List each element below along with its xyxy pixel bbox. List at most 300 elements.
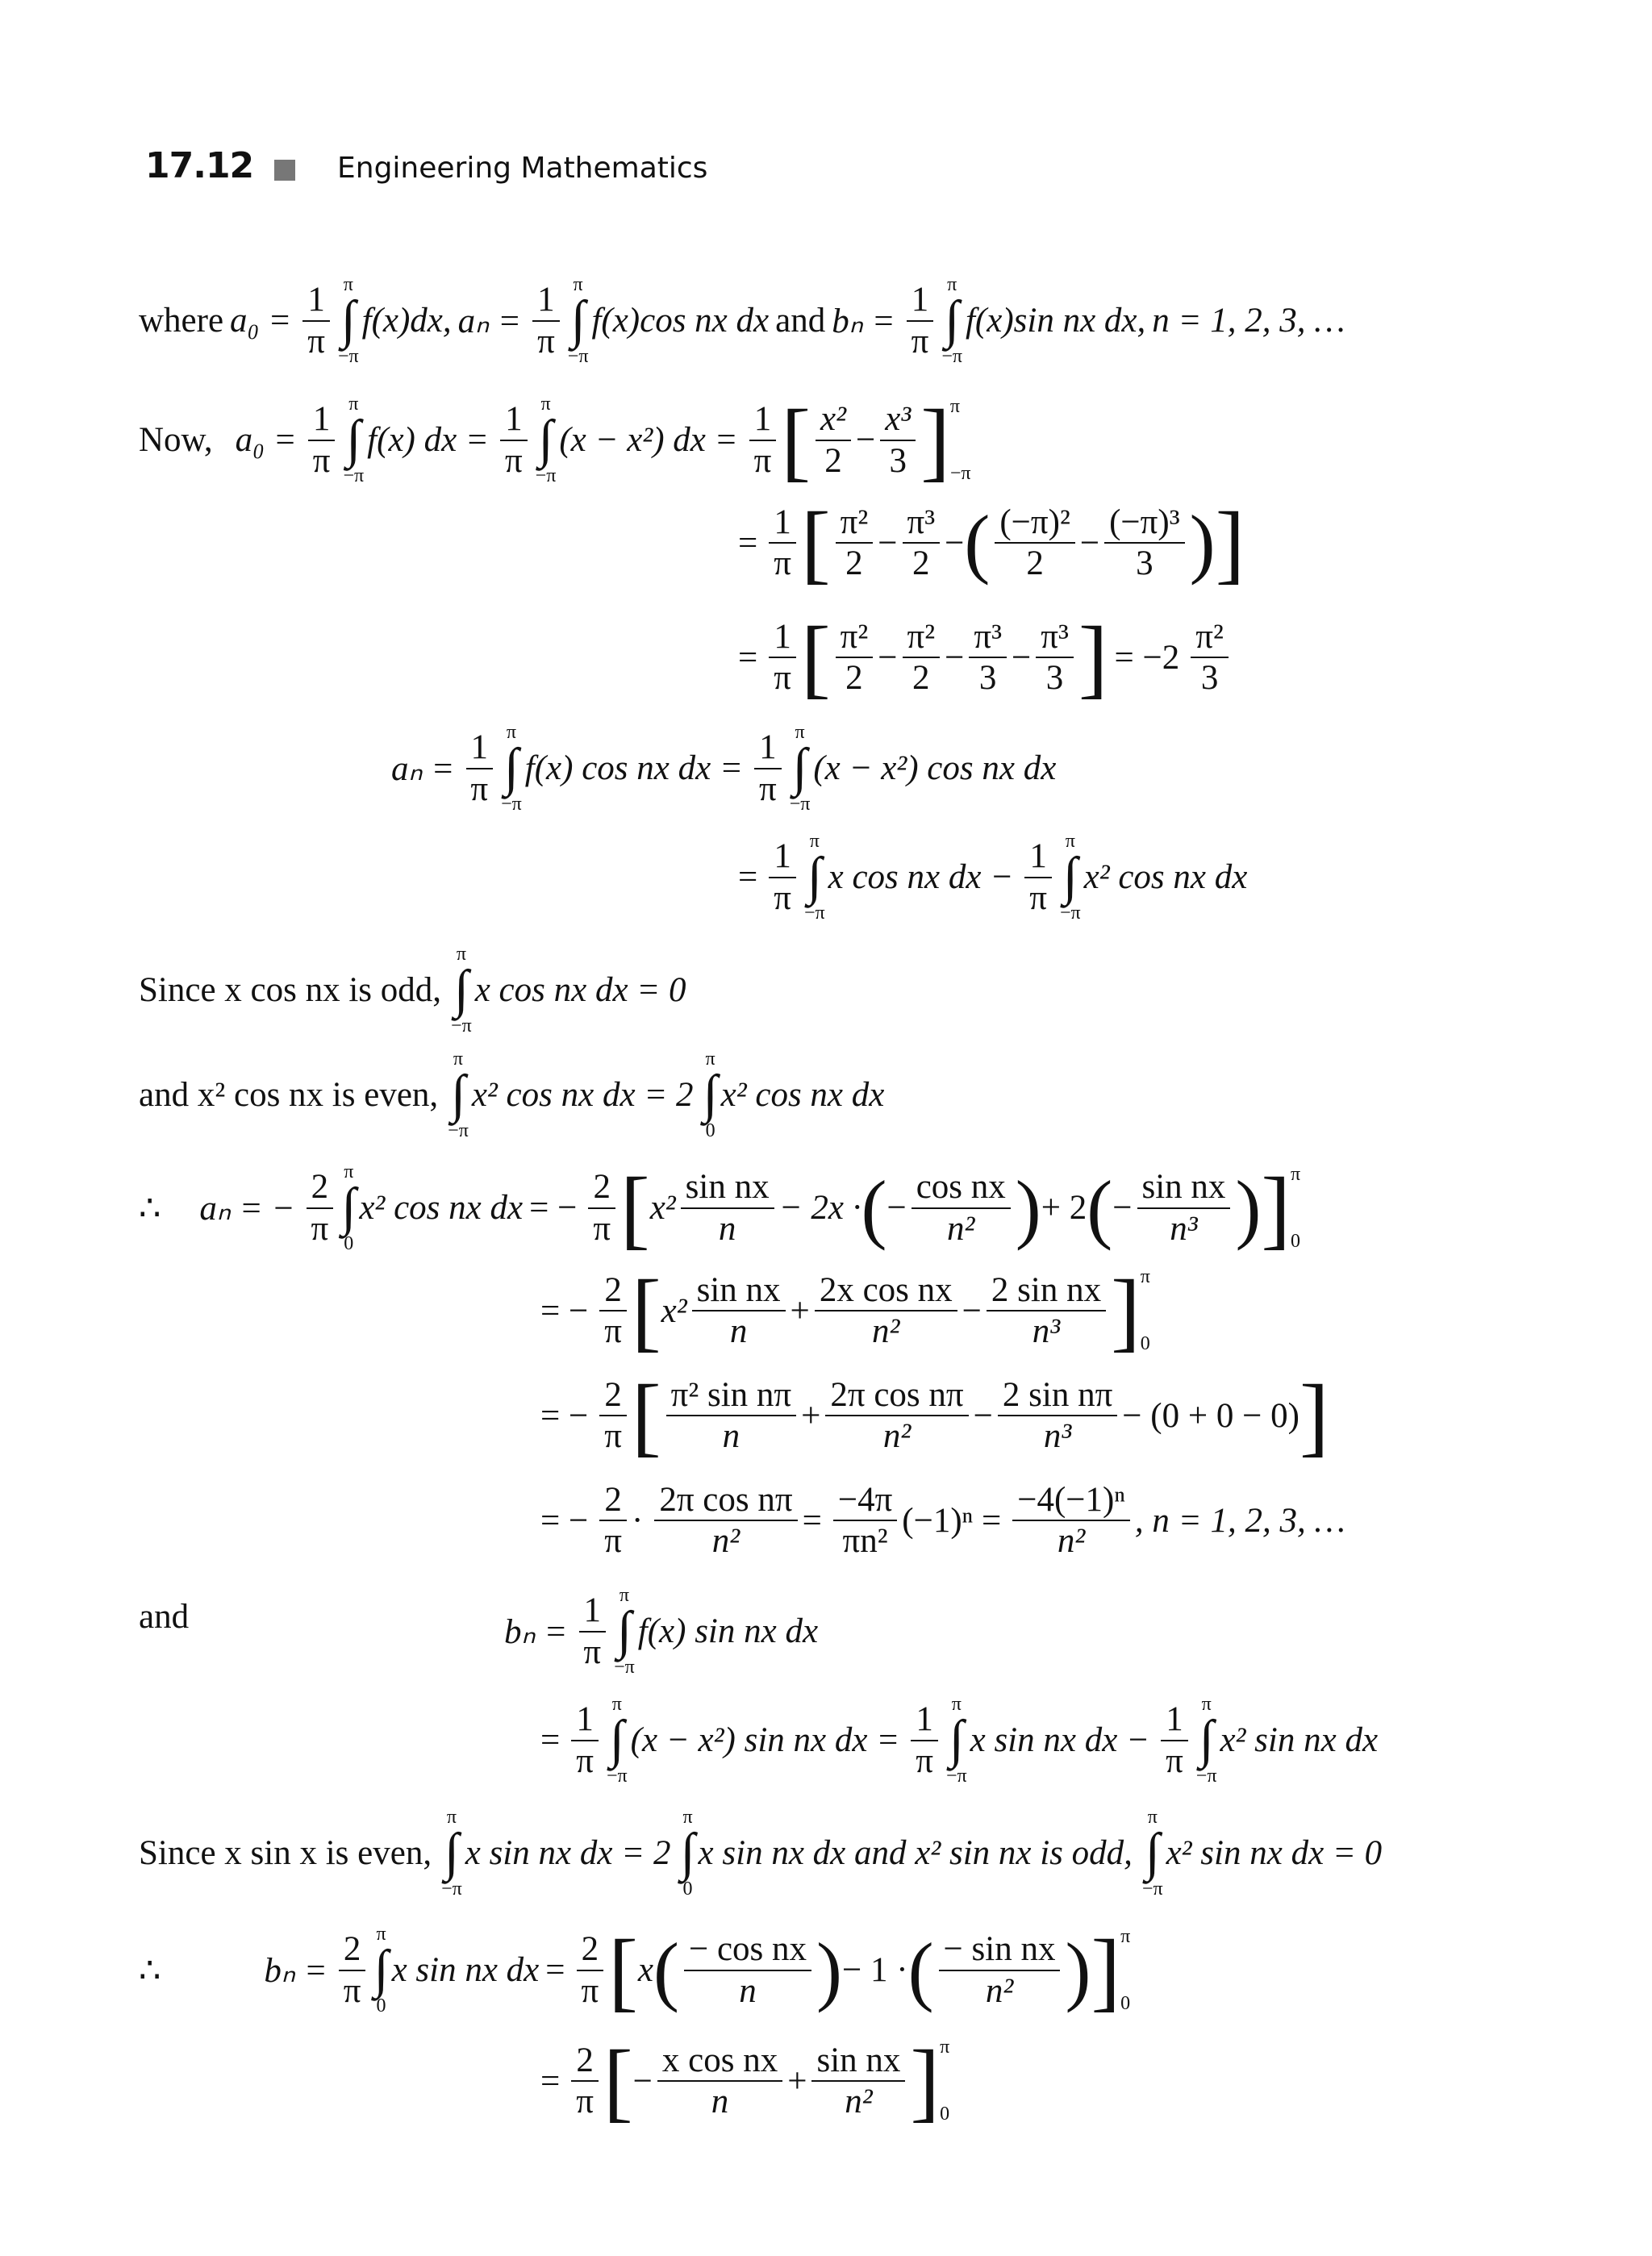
lower-limit: −π — [337, 346, 359, 368]
integrand: x cos nx dx − — [828, 858, 1014, 897]
numerator: 2 — [588, 1167, 615, 1208]
plus-sign: + — [790, 1291, 810, 1330]
numerator: 1 — [571, 1699, 599, 1741]
fraction — [1036, 617, 1074, 698]
integral-sign: π ∫ −π — [1195, 1694, 1217, 1787]
denominator: n² — [947, 1209, 975, 1248]
bn-step-2 — [540, 2032, 956, 2130]
an-step-2 — [738, 831, 1254, 924]
integral-sign: π ∫ −π — [941, 274, 962, 368]
denominator: π — [537, 322, 555, 361]
numerator: − cos nx — [684, 1929, 811, 1970]
denominator: n² — [882, 1417, 912, 1455]
integral-sign: π ∫ −π — [337, 274, 359, 368]
denominator: 3 — [1136, 544, 1153, 582]
equals-sign: = — [545, 1951, 565, 1990]
minus-sign: − — [878, 638, 898, 677]
and-text: and — [775, 302, 826, 340]
denominator: n³ — [1032, 1312, 1061, 1350]
numerator: (−π)² — [995, 502, 1075, 544]
numerator: 1 — [579, 1591, 607, 1632]
upper-limit: π — [1065, 831, 1075, 852]
lower-limit: −π — [1059, 903, 1081, 924]
minus-sign: − — [878, 523, 898, 562]
denominator: π — [504, 441, 523, 480]
upper-limit: π — [682, 1807, 693, 1828]
term: (−1)ⁿ = — [902, 1501, 1002, 1540]
denominator: n² — [845, 2083, 873, 2120]
fraction — [599, 1375, 627, 1457]
a0-line — [139, 390, 978, 490]
term: + 2 — [1041, 1189, 1087, 1228]
fraction — [308, 399, 336, 481]
bracket-group: [ $\frac{\text{π² sin nπ}}{n}$ + $\frac{\text{2π cos nπ}}{\text{n²}}$ − $\frac{\text{2 sin nπ}}{\text{n³}}$ − (0 + 0 − 0) ] — [631, 1366, 1329, 1465]
lower-limit: −π — [448, 1120, 469, 1142]
minus-sign: − — [945, 523, 965, 562]
integral-sign: π ∫ −π — [1059, 831, 1081, 924]
header-square-icon — [274, 160, 295, 181]
integral-sign: π ∫ 0 — [341, 1161, 357, 1255]
upper-limit: π — [506, 722, 517, 743]
upper-limit: π — [348, 394, 359, 415]
fraction — [998, 1375, 1117, 1457]
numerator: π² — [836, 502, 874, 544]
integrand: f(x) sin nx dx — [637, 1612, 819, 1651]
denominator: n — [739, 1971, 757, 2010]
denominator: π — [1166, 1741, 1183, 1780]
upper-limit: π — [611, 1694, 622, 1715]
fraction — [599, 1270, 627, 1352]
denominator: n² — [872, 1312, 900, 1350]
upper-limit: π — [344, 1161, 354, 1182]
minus-sign: − — [856, 421, 876, 460]
numerator: 1 — [532, 280, 560, 321]
denominator: π — [758, 769, 777, 808]
fraction — [815, 1270, 957, 1352]
numerator: sin nx — [681, 1167, 774, 1208]
numerator: 2x cos nx — [815, 1270, 957, 1311]
equals-sign: = − — [540, 1396, 589, 1435]
plus-sign: + — [801, 1396, 821, 1435]
lead-text: Since x sin x is even, — [139, 1834, 432, 1873]
upper-limit: π — [1120, 1925, 1131, 1947]
a0-label: a₀ = — [230, 302, 292, 340]
numerator: 1 — [769, 836, 796, 878]
fraction — [880, 399, 916, 481]
bn-label: bₙ = — [264, 1951, 327, 1990]
numerator: 1 — [911, 1699, 938, 1741]
integral-sign: π ∫ −π — [1141, 1807, 1163, 1900]
denominator: π — [1029, 878, 1047, 917]
lower-limit: −π — [789, 794, 811, 815]
numerator: 1 — [302, 280, 330, 321]
lower-limit: −π — [1141, 1879, 1163, 1900]
integral-sign: π ∫ −π — [614, 1585, 635, 1678]
integrand: x² sin nx dx — [1220, 1721, 1379, 1760]
fraction — [749, 399, 777, 481]
minus-sign: − — [1112, 1189, 1133, 1228]
numerator: π³ — [969, 617, 1007, 658]
upper-limit: π — [573, 274, 583, 295]
denominator: 3 — [1200, 659, 1219, 697]
fraction — [666, 1375, 797, 1457]
minus-sign: − — [962, 1291, 982, 1330]
denominator: 3 — [1045, 659, 1064, 697]
fraction — [816, 399, 851, 481]
integrand: x² cos nx dx = 2 — [471, 1076, 694, 1115]
fraction — [825, 1375, 968, 1457]
integral-sign: π ∫ −π — [448, 1049, 469, 1142]
lower-limit: −π — [949, 462, 971, 484]
denominator: n — [722, 1417, 740, 1455]
fraction — [578, 1591, 606, 1672]
denominator: π — [581, 1971, 599, 2010]
denominator: π — [583, 1633, 602, 1671]
plus-sign: + — [787, 2062, 807, 2100]
fraction — [769, 617, 796, 698]
denominator: π — [774, 878, 791, 917]
n-range: n = 1, 2, 3, … — [1152, 302, 1345, 340]
an-label: aₙ = — [457, 302, 522, 340]
term: x² — [661, 1291, 687, 1330]
fraction — [307, 1167, 334, 1249]
minus-sign: − — [1079, 523, 1100, 562]
an-label: aₙ = — [391, 749, 455, 788]
definition-line — [139, 274, 1352, 367]
denominator: π — [307, 322, 325, 361]
equals-sign: = — [540, 2062, 561, 2100]
denominator: n² — [711, 1522, 740, 1561]
integrand: x cos nx dx = 0 — [474, 971, 686, 1010]
numerator: (−π)³ — [1104, 502, 1185, 544]
denominator: π — [311, 1209, 329, 1248]
numerator: 1 — [907, 280, 934, 321]
equals-sign: = — [802, 1501, 822, 1540]
fraction — [684, 1929, 811, 2011]
fraction — [657, 2041, 782, 2122]
bracket-group: [ x² $\frac{\text{sin nx}}{n}$ + $\frac{\text{2x cos nx}}{\text{n²}}$ − $\frac{\text{2 sin nx}}{\text{n³}}$ ] π 0 — [631, 1261, 1150, 1360]
fraction — [836, 617, 874, 698]
bracket-group: [ $\frac{\text{π²}}{2}$ − $\frac{\text{π²}}{2}$ − $\frac{\text{π³}}{3}$ − $\frac{\text{π³}}{3}$ ] — [800, 608, 1108, 707]
numerator: π² — [1191, 617, 1229, 658]
term: − 1 · — [842, 1951, 908, 1990]
bracket-group: [ x ( $\frac{\text{− cos nx}}{n}$ ) − 1 · ( $\frac{\text{− sin nx}}{\text{n²}}$ ) ] π 0 — [608, 1920, 1131, 2020]
minus-sign: − — [973, 1396, 993, 1435]
lower-limit: −π — [451, 1015, 472, 1037]
lower-limit: −π — [945, 1766, 967, 1787]
integral-sign: π ∫ −π — [441, 1807, 462, 1900]
numerator: 1 — [308, 399, 336, 440]
numerator: − sin nx — [939, 1929, 1061, 1970]
upper-limit: π — [446, 1807, 457, 1828]
upper-limit: π — [809, 831, 820, 852]
upper-limit: π — [1291, 1163, 1301, 1185]
a0-step-2 — [738, 494, 1251, 592]
bracket-group: [ $\frac{\text{x²}}{2}$ − $\frac{\text{x³}}{3}$ ] π −π — [781, 390, 971, 490]
an-integration — [139, 1158, 1307, 1257]
fraction — [571, 2041, 599, 2122]
fraction — [571, 1699, 599, 1781]
fraction — [1012, 1480, 1130, 1562]
bn-line — [504, 1585, 824, 1678]
upper-limit: π — [949, 395, 961, 417]
lower-limit: −π — [614, 1657, 635, 1678]
denominator: 2 — [845, 544, 863, 582]
term: − 2x · — [778, 1189, 861, 1228]
fraction — [969, 617, 1007, 698]
denominator: 3 — [978, 659, 997, 697]
numerator: π³ — [903, 502, 941, 544]
denominator: πn² — [842, 1522, 888, 1561]
denominator: π — [774, 544, 791, 582]
numerator: 2 — [307, 1167, 334, 1208]
fraction — [907, 280, 934, 361]
denominator: π — [593, 1209, 611, 1248]
numerator: sin nx — [811, 2041, 905, 2082]
bracket-group: [ x² $\frac{\text{sin nx}}{n}$ − 2x · ( − $\frac{\text{cos nx}}{\text{n²}}$ ) + 2 ( − $\frac{\text{sin nx}}{\text{n³}}$ ) ] π 0 — [620, 1158, 1301, 1257]
equals-sign: = − — [540, 1501, 589, 1540]
minus-sign: − — [886, 1189, 907, 1228]
even-odd-statement — [139, 1807, 1388, 1899]
bracket-group: [ − $\frac{\text{x cos nx}}{n}$ + $\frac{\text{sin nx}}{\text{n²}}$ ] π 0 — [603, 2032, 950, 2130]
denominator: π — [312, 441, 331, 480]
numerator: 2 — [599, 1270, 627, 1311]
denominator: n — [729, 1312, 748, 1350]
fraction — [532, 280, 560, 361]
integral-sign: π ∫ 0 — [373, 1924, 389, 2017]
lead-text: Since x cos nx is odd, — [139, 971, 442, 1010]
numerator: sin nx — [692, 1270, 786, 1311]
fraction — [811, 2041, 905, 2122]
lead-text: and x² cos nx is even, — [139, 1076, 439, 1115]
minus-sign: − — [945, 638, 965, 677]
numerator: 2 — [599, 1480, 627, 1521]
lower-limit: −π — [535, 465, 557, 487]
fraction — [654, 1480, 797, 1562]
bn-line-lead — [139, 1597, 195, 1637]
lower-limit: 0 — [376, 1995, 386, 2017]
denominator: π — [911, 322, 929, 361]
an-step-3 — [540, 1366, 1336, 1465]
numerator: x² — [816, 399, 851, 440]
an-step-2b — [540, 1261, 1157, 1360]
fraction — [692, 1270, 786, 1352]
fraction — [1137, 1167, 1231, 1249]
denominator: 2 — [845, 659, 863, 697]
numerator: 1 — [1161, 1699, 1188, 1741]
numerator: −4(−1)ⁿ — [1012, 1480, 1130, 1521]
denominator: n³ — [1043, 1417, 1072, 1455]
term: x² — [649, 1189, 676, 1228]
term: − (0 + 0 − 0) — [1122, 1396, 1299, 1435]
upper-limit: π — [453, 1049, 464, 1070]
fraction — [681, 1167, 774, 1249]
denominator: 2 — [824, 441, 842, 480]
upper-limit: π — [1147, 1807, 1158, 1828]
numerator: π³ — [1036, 617, 1074, 658]
numerator: 1 — [1024, 836, 1052, 878]
integral-sign: π ∫ −π — [803, 831, 825, 924]
fraction — [987, 1270, 1106, 1352]
lower-limit: −π — [803, 903, 825, 924]
upper-limit: π — [343, 274, 353, 295]
lower-limit: −π — [501, 794, 522, 815]
fraction — [939, 1929, 1061, 2011]
integral-sign: π ∫ −π — [343, 394, 365, 487]
integral-sign: π ∫ 0 — [703, 1049, 718, 1142]
fraction — [754, 728, 782, 809]
numerator: 2π cos nπ — [654, 1480, 797, 1521]
integral-sign: π ∫ −π — [535, 394, 557, 487]
denominator: π — [916, 1741, 933, 1780]
integrand: x sin nx dx = 2 — [465, 1834, 671, 1873]
denominator: 2 — [912, 544, 930, 582]
numerator: 1 — [466, 728, 494, 769]
lower-limit: 0 — [682, 1879, 693, 1900]
lower-limit: −π — [606, 1766, 628, 1787]
numerator: x cos nx — [657, 2041, 782, 2082]
integrand: x² sin nx dx = 0 — [1166, 1834, 1383, 1873]
odd-statement — [139, 944, 693, 1036]
an-label: aₙ = − — [199, 1189, 295, 1228]
fraction — [465, 728, 493, 809]
integrand: x sin nx dx − — [970, 1721, 1150, 1760]
integral-sign: π ∫ −π — [606, 1694, 628, 1787]
denominator: π — [576, 1741, 594, 1780]
lower-limit: 0 — [705, 1120, 715, 1142]
fraction — [500, 399, 528, 481]
upper-limit: π — [619, 1585, 630, 1606]
fraction — [339, 1929, 366, 2011]
numerator: 2 — [599, 1375, 627, 1416]
upper-limit: π — [951, 1694, 962, 1715]
lower-limit: 0 — [940, 2104, 950, 2125]
integrand: f(x) dx = — [367, 421, 489, 460]
equals-sign: = — [738, 523, 758, 562]
fraction — [836, 502, 874, 584]
upper-limit: π — [795, 722, 805, 743]
numerator: 1 — [769, 502, 796, 544]
integrand: f(x) cos nx dx = — [524, 749, 743, 788]
a0-label: a₀ = — [235, 421, 297, 460]
numerator: 2 — [577, 1929, 604, 1970]
bracket-group: [ $\frac{\text{π²}}{2}$ − $\frac{\text{π³}}{2}$ − ( $\frac{\text{(−π)²}}{2}$ − $\frac{\text{(−π)³}}{3}$ ) ] — [800, 494, 1245, 592]
fraction — [911, 1699, 938, 1781]
upper-limit: π — [1201, 1694, 1212, 1715]
minus-sign: − — [1011, 638, 1032, 677]
denominator: π — [576, 2083, 594, 2120]
denominator: n — [711, 2083, 729, 2120]
fraction — [833, 1480, 897, 1562]
upper-limit: π — [1140, 1266, 1150, 1287]
fraction — [1191, 617, 1229, 698]
integral-sign: π ∫ −π — [789, 722, 811, 815]
denominator: π — [604, 1522, 622, 1561]
integrand: (x − x²) cos nx dx — [813, 749, 1057, 788]
upper-limit: π — [705, 1049, 715, 1070]
denominator: n — [718, 1209, 736, 1248]
lower-limit: −π — [1195, 1766, 1217, 1787]
integrand: (x − x²) dx = — [559, 421, 738, 460]
numerator: 2π cos nπ — [825, 1375, 968, 1416]
denominator: n² — [1057, 1522, 1086, 1561]
integrand: f(x)cos nx dx — [591, 302, 770, 340]
an-line — [391, 722, 1062, 815]
fraction — [302, 280, 330, 361]
numerator: x³ — [880, 399, 916, 440]
lower-limit: 0 — [1291, 1230, 1301, 1252]
bn-label: bₙ = — [504, 1612, 568, 1651]
numerator: π² — [836, 617, 874, 658]
fraction — [903, 617, 941, 698]
result-prefix: = −2 — [1114, 638, 1180, 677]
bn-label: bₙ = — [832, 302, 895, 340]
fraction — [903, 502, 941, 584]
an-result — [540, 1480, 1352, 1562]
even-statement — [139, 1049, 891, 1141]
denominator: π — [774, 659, 791, 697]
upper-limit: π — [376, 1924, 386, 1945]
therefore-symbol: ∴ — [139, 1951, 161, 1990]
numerator: 1 — [754, 728, 782, 769]
dot: · — [631, 1501, 644, 1540]
fraction — [912, 1167, 1011, 1249]
lead-text: where — [139, 302, 224, 340]
denominator: n³ — [1170, 1209, 1198, 1248]
denominator: π — [470, 769, 489, 808]
equals-sign: = − — [529, 1189, 578, 1228]
numerator: π² — [903, 617, 941, 658]
numerator: 1 — [749, 399, 777, 440]
denominator: 2 — [912, 659, 930, 697]
integrand: (x − x²) sin nx dx = — [630, 1721, 900, 1760]
equals-sign: = — [738, 858, 758, 897]
equals-sign: = − — [540, 1291, 589, 1330]
integrand: x² cos nx dx — [1083, 858, 1248, 897]
numerator: π² sin nπ — [666, 1375, 797, 1416]
page-number: 17.12 — [145, 145, 254, 186]
integral-sign: π ∫ −π — [501, 722, 522, 815]
upper-limit: π — [940, 2037, 950, 2058]
numerator: −4π — [833, 1480, 897, 1521]
minus-sign: − — [632, 2062, 653, 2100]
lower-limit: −π — [567, 346, 589, 368]
lower-limit: −π — [343, 465, 365, 487]
denominator: π — [604, 1312, 622, 1350]
integrand: x sin nx dx — [391, 1951, 540, 1990]
integral-sign: π ∫ −π — [567, 274, 589, 368]
lower-limit: 0 — [1120, 1992, 1131, 2014]
numerator: 1 — [500, 399, 528, 440]
integrand: x sin nx dx and x² sin nx is odd, — [698, 1834, 1133, 1873]
fraction — [1024, 836, 1052, 918]
numerator: sin nx — [1137, 1167, 1231, 1208]
integral-sign: π ∫ −π — [945, 1694, 967, 1787]
numerator: 2 — [339, 1929, 366, 1970]
equals-sign: = — [540, 1721, 561, 1760]
n-range: , n = 1, 2, 3, … — [1134, 1501, 1345, 1540]
lead-text: Now, — [139, 421, 213, 460]
lower-limit: −π — [441, 1879, 462, 1900]
upper-limit: π — [540, 394, 551, 415]
therefore-symbol: ∴ — [139, 1189, 161, 1228]
denominator: π — [753, 441, 772, 480]
numerator: 2 sin nx — [987, 1270, 1106, 1311]
integrand: x² cos nx dx — [720, 1076, 885, 1115]
denominator: 2 — [1026, 544, 1044, 582]
numerator: 2 sin nπ — [998, 1375, 1117, 1416]
integrand: f(x)dx, — [361, 302, 452, 340]
